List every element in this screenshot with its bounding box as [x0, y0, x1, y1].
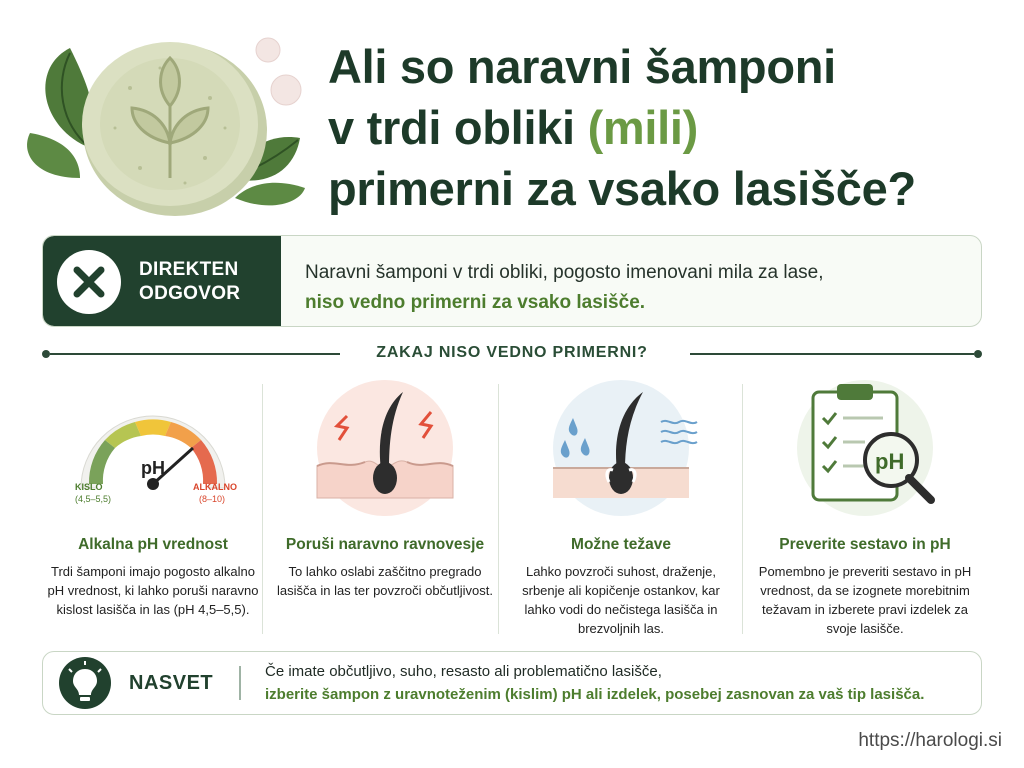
source-url[interactable]: https://harologi.si: [858, 730, 1002, 751]
title-accent: (mili): [587, 101, 699, 154]
column-separator: [498, 384, 499, 634]
gauge-right-range: (8–10): [199, 494, 226, 504]
column-separator: [262, 384, 263, 634]
ph-badge-label: pH: [875, 449, 905, 474]
reason-description: Pomembno je preveriti sestavo in pH vrednost, da se izognete morebitnim težavam in izberete pravi izdelek za svoje lasišče.: [758, 564, 972, 636]
reason-description: Trdi šamponi imajo pogosto alkalno pH vrednost, ki lahko poruši naravno kislost lasišča in las (pH 4,5–5,5).: [47, 564, 259, 617]
title-line-2: [328, 97, 1008, 158]
dry-scalp-icon: [521, 378, 721, 518]
reason-column-ph: [34, 378, 272, 640]
title-line-1: Ali so naravni šamponi: [328, 40, 836, 93]
shampoo-bar-illustration: [20, 28, 310, 218]
divider-dot-right: [974, 350, 982, 358]
direct-answer-label-panel: [43, 236, 281, 326]
tip-text-line-1: Če imate občutljivo, suho, resasto ali problematično lasišče,: [265, 663, 662, 680]
title-line-3: primerni za vsako lasišče?: [328, 162, 916, 215]
tip-separator: [239, 666, 241, 700]
gauge-right-label: ALKALNO: [193, 482, 237, 492]
reason-heading: Možne težave: [571, 536, 671, 553]
direct-answer-box: [42, 235, 982, 327]
reason-column-problems: [502, 378, 740, 640]
title-line-2-text: v trdi obliki: [328, 101, 588, 154]
divider-line-right: [690, 353, 974, 355]
gauge-left-range: (4,5–5,5): [75, 494, 112, 504]
tip-text-strong: izberite šampon z uravnoteženim (kislim) pH ali izdelek, posebej zasnovan za vaš tip lasišča.: [265, 686, 925, 703]
reason-heading: Alkalna pH vrednost: [78, 536, 228, 553]
section-title: ZAKAJ NISO VEDNO PRIMERNI?: [376, 344, 648, 361]
tip-text: [265, 660, 975, 706]
column-separator: [742, 384, 743, 634]
direct-answer-label-line-2: ODGOVOR: [139, 283, 241, 304]
lightbulb-icon: [59, 657, 111, 709]
reason-heading: Preverite sestavo in pH: [779, 536, 951, 553]
gauge-left-label: KISLO: [75, 482, 103, 492]
reason-column-balance: [266, 378, 504, 640]
clipboard-magnifier-icon: [765, 378, 965, 518]
close-x-icon: [57, 250, 121, 314]
irritated-scalp-icon: [285, 378, 485, 518]
tip-box: [42, 651, 982, 715]
direct-answer-text-strong: niso vedno primerni za vsako lasišče.: [305, 292, 646, 313]
direct-answer-label: [139, 258, 240, 306]
reason-column-check: [746, 378, 984, 640]
direct-answer-text-line-1: Naravni šamponi v trdi obliki, pogosto imenovani mila za lase,: [305, 262, 824, 283]
page-title: [328, 36, 1008, 219]
ph-gauge-icon: [53, 378, 253, 518]
reason-heading: Poruši naravno ravnovesje: [285, 536, 485, 553]
direct-answer-label-line-1: DIREKTEN: [139, 259, 239, 280]
reason-description: To lahko oslabi zaščitno pregrado lasišča in las ter povzroči občutljivost.: [276, 564, 494, 598]
section-divider: [42, 346, 982, 362]
reason-description: Lahko povzroči suhost, draženje, srbenje ali kopičenje ostankov, kar lahko vodi do nečistega lasišča in brezvoljnih las.: [522, 564, 720, 636]
direct-answer-text: [305, 258, 965, 318]
gauge-center-label: pH: [141, 458, 165, 478]
tip-label: NASVET: [129, 672, 214, 694]
